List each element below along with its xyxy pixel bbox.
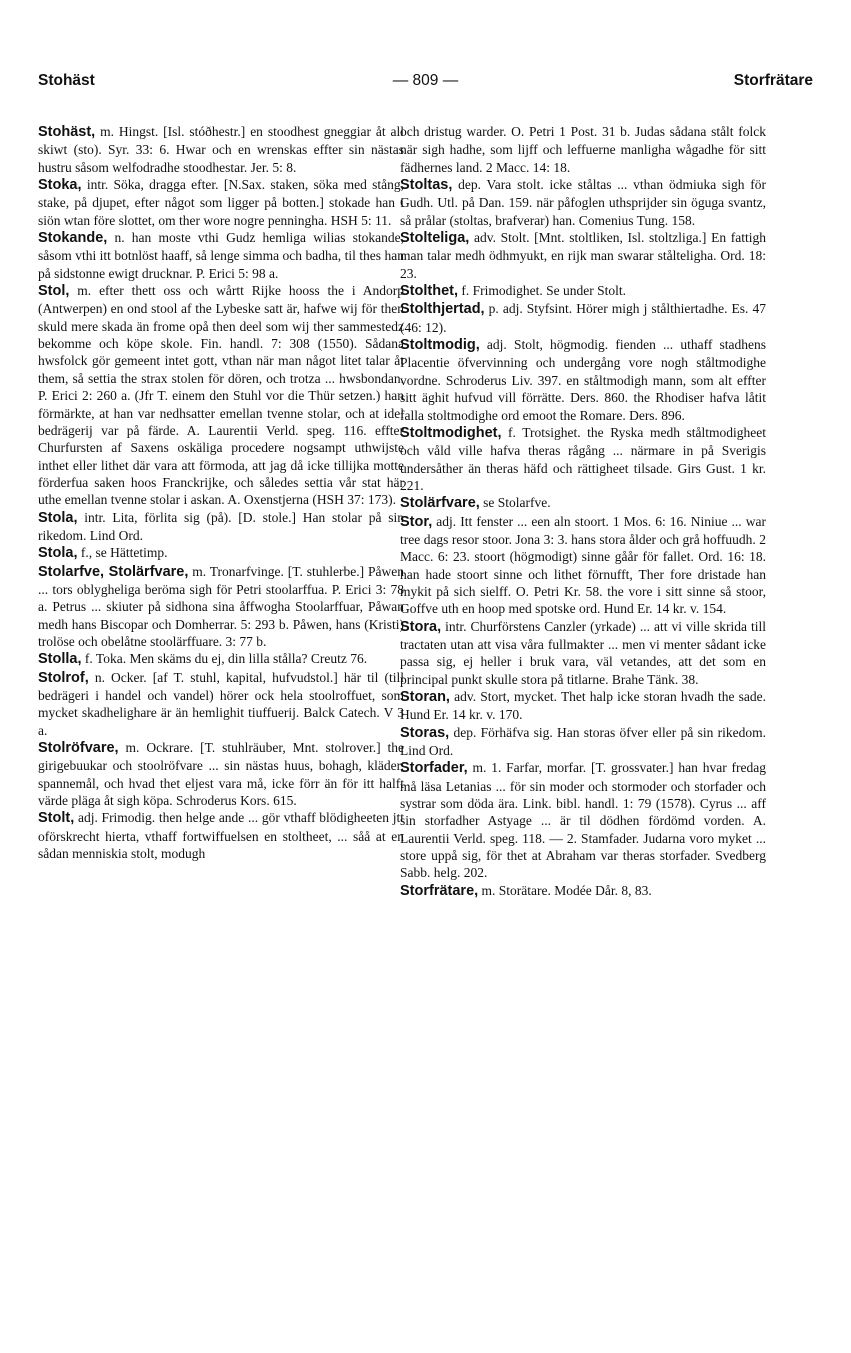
headword: Stola, bbox=[38, 509, 78, 526]
entry-text: se Stolarfve. bbox=[479, 495, 551, 511]
entry bbox=[400, 282, 766, 300]
entry-text: adv. Stolt. [Mnt. stoltliken, Isl. stoltzliga.] En fattigh man talar medh ödhmyukt, en rijk man swarar stålteligha. Ord. 18: 23. bbox=[400, 230, 766, 281]
entry bbox=[38, 176, 404, 229]
entry bbox=[400, 229, 766, 282]
entry-text: adj. Itt fenster ... een aln stoort. 1 Mos. 6: 16. Niniue ... war tree dags resor stoor. Jona 3: 3. hans stora ålder och grå hoffuudh. 2 Macc. 6: 23. stoort (högmodigt) sinne gåår för fallet. Ord. 16: 18. han hade stoort sinne och lithet förnufft, Ther fore dristade han mykit på sich sielff. O. Petri Kr. 58. the vore i sitt sinne så stoor, Goffve uth en hoop med spotske ord. Hund Er. 14 kr. v. 154. bbox=[400, 513, 766, 617]
entry bbox=[38, 650, 404, 668]
entry-text: dep. Vara stolt. icke ståltas ... vthan ödmiuka sigh för Gudh. Utl. på Dan. 159. när påfoglen uthsprijder sin öguga svantz, så prålar (stoltas, brafverar) han. Comenius Tung. 158. bbox=[400, 177, 766, 228]
headword: Stolthet, bbox=[400, 283, 458, 300]
entry-text: adj. Stolt, högmodig. fienden ... uthaff stadhens Placentie öfvervinning och undergång vore nogh ståltmodighe vordne. Schroderus Liv. 397. en ståltmodigh mann, som alt effter sitt äghit hufvud vill förrätte. Ders. 860. the Rhodiser hafva låtit falla stoltmodighe ord emoot the Romare. Ders. 896. bbox=[400, 337, 766, 423]
entry bbox=[400, 688, 766, 724]
headword: Stoka, bbox=[38, 177, 82, 194]
entry bbox=[400, 513, 766, 618]
entry bbox=[38, 282, 404, 508]
entry-text: f., se Hättetimp. bbox=[77, 545, 168, 561]
entry-text: m. Storätare. Modée Dår. 8, 83. bbox=[478, 882, 652, 898]
entry-text: f. Trotsighet. the Ryska medh ståltmodigheet och våld ville hafva theras rågång ... närmare in på Sverigis undersåther än theras häfd och rättigheet tilsade. Girs Gust. 1 kr. 221. bbox=[400, 424, 766, 493]
entry-text: f. Frimodighet. Se under Stolt. bbox=[458, 283, 626, 299]
right-column bbox=[400, 123, 766, 900]
headword: Stolarfve, Stolärfvare, bbox=[38, 563, 189, 580]
entry bbox=[400, 882, 766, 900]
headword: Stora, bbox=[400, 618, 442, 635]
headword: Stolla, bbox=[38, 651, 82, 668]
entry bbox=[38, 229, 404, 282]
entry-text: m. Hingst. [Isl. stóðhestr.] en stoodhest gneggiar åt all skiwt (sto). Syr. 33: 6. Hwar och en wrenskas effter sin nästas hustru såsom welfodradhe stoodhestar. Jer. 5: 8. bbox=[38, 124, 404, 175]
entry bbox=[400, 618, 766, 688]
entry-text: n. Ocker. [af T. stuhl, kapital, hufvudstol.] här til (till bedrägeri i handel och vandel) hörer ock hela stoolroffuet, som mycket skadhelighare är än hemlighit tiuffuerij. Balck Catech. V 3 a. bbox=[38, 669, 404, 738]
entry-text: p. adj. Styfsint. Hörer migh j stålthiertadhe. Es. 47 (46: 12). bbox=[400, 301, 766, 335]
entry-text: dep. Förhäfva sig. Han storas öfver eller på sin rikedom. Lind Ord. bbox=[400, 724, 766, 759]
headword: Stor, bbox=[400, 513, 433, 530]
entry bbox=[38, 669, 404, 739]
headword: Storan, bbox=[400, 689, 450, 705]
headword: Stoltmodighet, bbox=[400, 424, 502, 441]
entry-text: f. Toka. Men skäms du ej, din lilla stålla? Creutz 76. bbox=[81, 651, 368, 667]
left-column bbox=[38, 123, 404, 862]
headword: Stol, bbox=[38, 283, 70, 300]
entry bbox=[38, 563, 404, 651]
header-right-guideword: Storfrätare bbox=[733, 72, 813, 89]
entry bbox=[400, 424, 766, 494]
headword: Stola, bbox=[38, 545, 78, 562]
entry bbox=[400, 300, 766, 336]
entry bbox=[400, 494, 766, 512]
entry bbox=[38, 123, 404, 176]
entry-text: adj. Frimodig. then helge ande ... gör vthaff blödigheeten jtt oförskrecht hierta, vthaff fortwiffuelsen en stoltheet, ... såå at en sådan menniskia stolt, modugh bbox=[38, 810, 404, 862]
entry-text: m. efter thett oss och wårtt Rijke hooss the i Andorp (Antwerpen) en ond stool af the Lybeske satt är, hafwe wij för then skuld mere skada än frome opå then deel som wij ther sammestedz bekomme och köpe skole. Fin. handl. 7: 308 (1550). Sådana hwsfolck gör gemeent intet gott, vthan när man något litet talar åt them, så settia the strax stolen för dören, och trotza ... hwsbondan. P. Erici 2: 260 a. (Jfr T. einem den Stuhl vor die Thür setzen.) han förmärkte, at han var nedhsatter emellan tvenne stolar, och at idel bedrägerij var på färde. A. Laurentii Verld. speg. 116. effter Churfursten af Saxens oskäliga procedere nogsampt uthwijste inthet eller lithet där vara att förmoda, att jag då icke tillijka motte förderfua saken hoos Franckrijke, och således settia vår stat här uthe emellan tvenne stolar i askan. A. Oxenstjerna (HSH 37: 173). bbox=[38, 283, 404, 508]
headword: Stoltas, bbox=[400, 177, 453, 194]
entry-text: intr. Churförstens Canzler (yrkade) ... att vi ville skrida till tractaten utan att visa våra fullmakter ... men vi menter sådant icke passa sig, ej heller i bruk vara, väl vetandes, att det som en principal punkt skulle stora på titlarne. Brahe Tänk. 38. bbox=[400, 618, 766, 687]
headword: Stokande, bbox=[38, 230, 108, 247]
entry bbox=[400, 123, 766, 176]
entry bbox=[38, 809, 404, 862]
headword: Storfader, bbox=[400, 760, 468, 777]
entry-text: intr. Söka, dragga efter. [N.Sax. staken, söka med stång, stake, på djupet, efter något som ligger på botten.] stokade han i siön wtan före slottet, om ther wore nogre penningha. HSH 5: 11. bbox=[38, 177, 404, 228]
entry bbox=[400, 336, 766, 424]
headword: Storas, bbox=[400, 724, 450, 741]
header-left-guideword: Stohäst bbox=[38, 72, 95, 89]
headword: Stolt, bbox=[38, 810, 75, 827]
headword: Stolröfvare, bbox=[38, 740, 119, 757]
headword: Stoltmodig, bbox=[400, 337, 480, 354]
entry-text: m. Tronarfvinge. [T. stuhlerbe.] Påwen ... tors oblygheliga beröma sigh för Petri stoolarffua. P. Erici 3: 78 a. Petrus ... skiuter på sidhona sina åffwogha Stoolarffuar, Påwan medh hans Biscopar och Domherrar. 5: 293 b. Påwen, hans (Kristi) trolöse och obelåtne stoolärffuare. 3: 77 b. bbox=[38, 563, 404, 649]
headword: Stolärfvare, bbox=[400, 495, 480, 512]
entry bbox=[38, 739, 404, 809]
headword: Stohäst, bbox=[38, 124, 96, 140]
entry-text: och dristug warder. O. Petri 1 Post. 31 b. Judas sådana stålt folck när sigh hadhe, som lijff och leffuerne manligha wågadhe för sitt fädhernes land. 2 Macc. 14: 18. bbox=[400, 124, 766, 175]
headword: Stolrof, bbox=[38, 669, 89, 686]
entry bbox=[38, 509, 404, 545]
entry-text: m. 1. Farfar, morfar. [T. grossvater.] han hvar fredag må läsa Letanias ... för sin moder och stormoder och storfader och systrar som döda ära. Link. bibl. handl. 1: 79 (1578). Cyrus ... aff sin storfadher Astyage ... är til dödhen fördömd vorden. A. Laurentii Verld. speg. 118. — 2. Stamfader. Judarna voro myket ... store uppå sig, för thet at Abraham var theras storfader. Svedberg Sabb. helg. 202. bbox=[400, 760, 766, 881]
entry-text: adv. Stort, mycket. Thet halp icke storan hvadh the sade. Hund Er. 14 kr. v. 170. bbox=[400, 689, 766, 723]
entry bbox=[400, 724, 766, 760]
entry-text: m. Ockrare. [T. stuhlräuber, Mnt. stolrover.] the girigebuukar och stoolröfvare ... sin nästas huus, bohagh, kläder, spannemål, och hvad thet eljest vara må, icke förr än för itt halft värde pläga åt sigh köpa. Schroderus Kors. 615. bbox=[38, 740, 404, 809]
headword: Storfrätare, bbox=[400, 882, 479, 899]
entry bbox=[400, 176, 766, 229]
entry-text: n. han moste vthi Gudz hemliga wilias stokande, såsom vthi itt botnlöst haaff, så lenge simma och badha, til thes han på sidstonne ewigt drucknar. P. Erici 5: 98 a. bbox=[38, 230, 404, 281]
headword: Stolthjertad, bbox=[400, 301, 485, 318]
entry-text: intr. Lita, förlita sig (på). [D. stole.] Han stolar på sin rikedom. Lind Ord. bbox=[38, 509, 404, 543]
headword: Stolteliga, bbox=[400, 230, 470, 247]
entry bbox=[38, 544, 404, 562]
page-number: — 809 — bbox=[392, 72, 459, 89]
entry bbox=[400, 759, 766, 881]
running-header bbox=[38, 72, 813, 96]
